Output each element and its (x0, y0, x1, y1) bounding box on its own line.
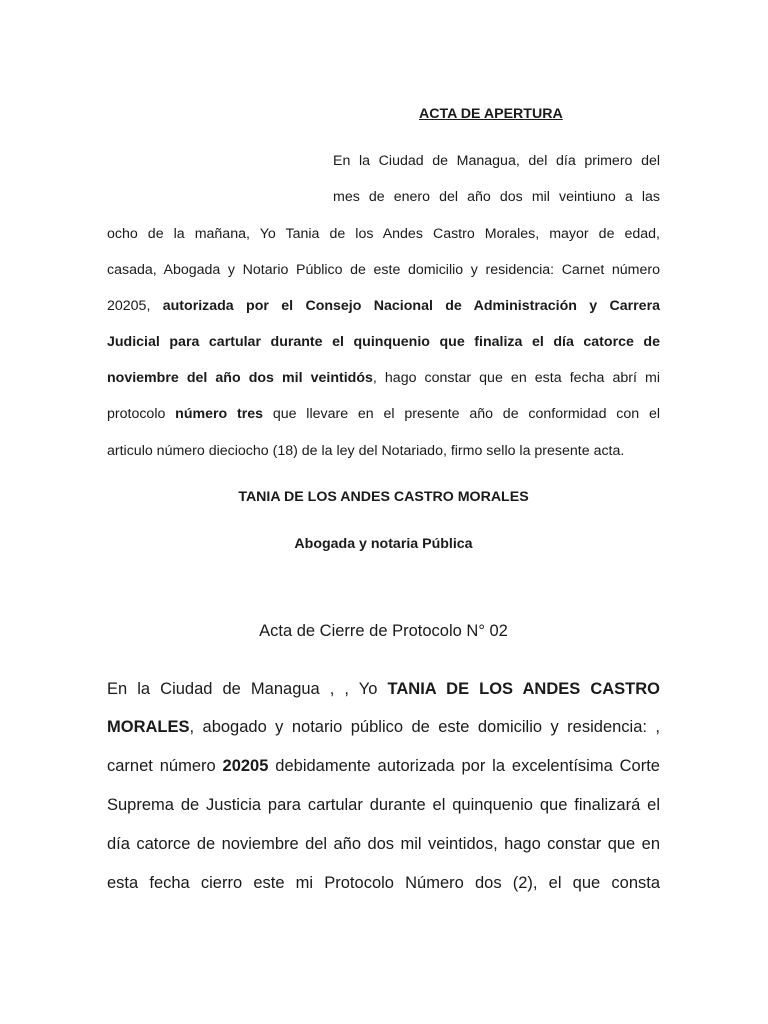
cierre-line-6: esta fecha cierro este mi Protocolo Número dos (2), el que consta (107, 874, 660, 892)
apertura-line-4: casada, Abogada y Notario Público de este domicilio y residencia: Carnet número (107, 262, 660, 278)
apertura-line-9: articulo número dieciocho (18) de la ley del Notariado, firmo sello la presente acta. (107, 443, 625, 459)
apertura-line-5: 20205, autorizada por el Consejo Nacional de Administración y Carrera (107, 298, 660, 314)
apertura-line-6: Judicial para cartular durante el quinquenio que finaliza el día catorce de (107, 334, 660, 350)
signature-name: TANIA DE LOS ANDES CASTRO MORALES (238, 489, 529, 505)
signature-role: Abogada y notaria Pública (294, 536, 473, 552)
acta-apertura-title: ACTA DE APERTURA (419, 106, 563, 122)
apertura-line-1: En la Ciudad de Managua, del día primero del (333, 153, 660, 169)
cierre-line-4: Suprema de Justicia para cartular durante el quinquenio que finalizará el (107, 796, 660, 814)
cierre-line-2: MORALES, abogado y notario público de este domicilio y residencia: , (107, 718, 660, 736)
cierre-line-1: En la Ciudad de Managua , , Yo TANIA DE LOS ANDES CASTRO (107, 680, 660, 698)
cierre-line-3: carnet número 20205 debidamente autorizada por la excelentísima Corte (107, 757, 660, 775)
acta-cierre-title: Acta de Cierre de Protocolo N° 02 (259, 622, 508, 640)
apertura-line-8: protocolo número tres que llevare en el presente año de conformidad con el (107, 406, 660, 422)
cierre-line-5: día catorce de noviembre del año dos mil veintidos, hago constar que en (107, 835, 660, 853)
apertura-line-2: mes de enero del año dos mil veintiuno a las (333, 189, 660, 205)
apertura-line-7: noviembre del año dos mil veintidós, hago constar que en esta fecha abrí mi (107, 370, 660, 386)
apertura-line-3: ocho de la mañana, Yo Tania de los Andes Castro Morales, mayor de edad, (107, 226, 660, 242)
